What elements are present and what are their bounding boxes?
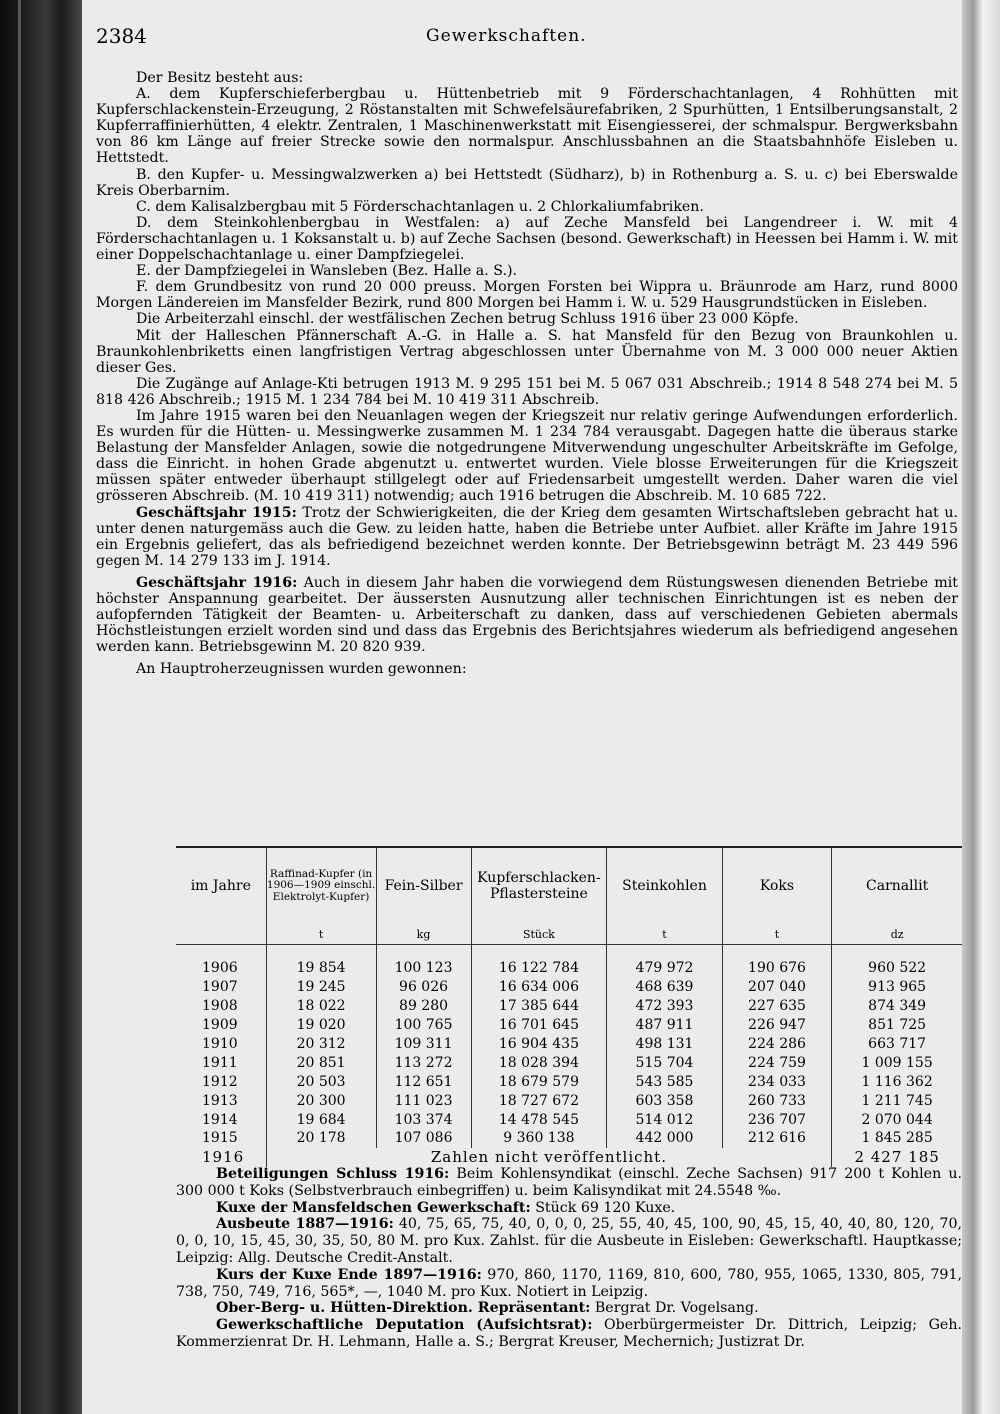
paragraph-products-intro: An Hauptroherzeugnissen wurden gewonnen:	[136, 661, 467, 678]
footer-kurs	[176, 1267, 962, 1301]
paragraph-pfaennerschaft: Mit der Halleschen Pfännerschaft A.-G. in Halle a. S. hat Mansfeld für den Bezug von Braunkohlen u. Braunkohlenbriketts einen langfristigen Vertrag abgeschlossen unter Übernahme von M. 3 000 000 neuer Aktien dieser Ges.	[96, 327, 958, 376]
cell-year: 1908	[202, 998, 238, 1015]
cell-carnallit: 960 522	[832, 959, 962, 978]
cell-year: 1906	[202, 960, 238, 977]
cell-silver: 96 026	[376, 978, 471, 997]
cell-slag: 16 122 784	[471, 959, 607, 978]
table-row	[176, 1053, 962, 1072]
col-coke-header: Koks	[722, 847, 832, 924]
not-published-note: Zahlen nicht veröffentlicht.	[266, 1148, 832, 1167]
cell-coal: 468 639	[607, 978, 722, 997]
table-unit-row	[176, 924, 962, 945]
cell-year: 1910	[202, 1036, 238, 1052]
cell-copper: 20 300	[266, 1091, 376, 1110]
cell-copper: 20 851	[266, 1053, 376, 1072]
cell-year: 1915	[202, 1130, 238, 1147]
table-row	[176, 997, 962, 1016]
cell-coke: 227 635	[722, 997, 832, 1016]
cell-coke: 224 759	[722, 1053, 832, 1072]
cell-coal: 472 393	[607, 997, 722, 1016]
paragraph-f: F. dem Grundbesitz von rund 20 000 preuss. Morgen Forsten bei Wippra u. Bräunrode am Harz, rund 8000 Morgen Ländereien im Mansfelder Bezirk, rund 800 Morgen bei Hamm i. W. u. 529 Hausgrundstücken in Eisleben.	[96, 279, 958, 312]
cell-silver: 89 280	[376, 997, 471, 1016]
running-header	[96, 24, 956, 54]
cell-year: 1911	[202, 1054, 238, 1071]
book-binding	[0, 0, 82, 1414]
deputation-lead: Gewerkschaftliche Deputation (Aufsichtsrat):	[216, 1317, 593, 1334]
cell-copper: 20 178	[266, 1129, 376, 1148]
direktion-text: Bergrat Dr. Vogelsang.	[590, 1300, 759, 1317]
cell-slag: 18 727 672	[471, 1091, 607, 1110]
col-slag-header: Kupferschlacken-Pflastersteine	[471, 847, 607, 924]
cell-silver: 112 651	[376, 1072, 471, 1091]
table-row	[176, 1016, 962, 1035]
ausbeute-lead: Ausbeute 1887—1916:	[216, 1216, 394, 1233]
cell-copper: 19 854	[266, 959, 376, 978]
cell-copper: 20 503	[266, 1072, 376, 1091]
table-row	[176, 1072, 962, 1091]
unit-carnallit: dz	[832, 924, 962, 945]
deputation-text: Oberbürgermeister Dr. Dittrich, Leipzig; Geh. Kommerzienrat Dr. H. Lehmann, Halle a. S.; Bergrat Kreuser, Mechernich; Justizrat Dr.	[176, 1317, 962, 1350]
cell-copper: 19 020	[266, 1016, 376, 1035]
cell-year: 1916	[202, 1148, 245, 1167]
unit-coal: t	[607, 924, 722, 945]
cell-slag: 16 701 645	[471, 1016, 607, 1035]
unit-silver: kg	[376, 924, 471, 945]
cell-coke: 260 733	[722, 1091, 832, 1110]
cell-silver: 109 311	[376, 1035, 471, 1054]
fiscal-1915-text: Trotz der Schwierigkeiten, die der Krieg dem gesamten Wirtschaftsleben gebracht hat u. unter denen naturgemäss auch die Gew. zu leiden hatte, haben die Betriebe unter Aufbiet. aller Kräfte im Jahre 1915 ein Ergebnis geliefert, das als befriedigend bezeichnet werden konnte. Der Betriebsgewinn beträgt M. 23 449 596 gegen M. 14 279 133 im J. 1914.	[96, 504, 958, 569]
cell-carnallit: 1 845 285	[832, 1129, 962, 1148]
direktion-lead: Ober-Berg- u. Hütten-Direktion. Repräsentant:	[216, 1300, 591, 1317]
paragraph-1915-investments: Im Jahre 1915 waren bei den Neuanlagen wegen der Kriegszeit nur relativ geringe Aufwendungen erforderlich. Es wurden für die Hütten- u. Messingwerke zusammen M. 1 234 784 verausgabt. Dagegen hatte die überaus starke Belastung der Mansfelder Anlagen, sowie die notgedrungene Mitverwendung ungeschulter Arbeitskräfte im Gefolge, dass die Einricht. in hohen Grade abgenutzt u. entwertet wurden. Viele blosse Erweiterungen für die Kriegszeit müssen später entweder überhaupt stillgelegt oder auf Friedensarbeit umgestellt werden. Daher waren die viel grösseren Abschreib. (M. 10 419 311) notwendig; auch 1916 betrugen die Abschreib. M. 10 685 722.	[96, 407, 958, 505]
cell-carnallit: 663 717	[832, 1035, 962, 1054]
table-row-1916	[176, 1148, 962, 1167]
cell-silver: 113 272	[376, 1053, 471, 1072]
col-copper-header: Raffinad-Kupfer (in 1906—1909 einschl. Elektrolyt-Kupfer)	[266, 847, 376, 924]
cell-slag: 18 679 579	[471, 1072, 607, 1091]
table-row	[176, 959, 962, 978]
paragraph-additions: Die Zugänge auf Anlage-Kti betrugen 1913 M. 9 295 151 bei M. 5 067 031 Abschreib.; 1914 8 548 274 bei M. 5 818 426 Abschreib.; 1915 M. 1 234 784 bei M. 10 419 311 Abschreib.	[96, 375, 958, 408]
cell-coal: 515 704	[607, 1053, 722, 1072]
table-row	[176, 1035, 962, 1054]
cell-coke: 212 616	[722, 1129, 832, 1148]
cell-coal: 498 131	[607, 1035, 722, 1054]
cell-coal: 479 972	[607, 959, 722, 978]
cell-year: 1907	[202, 979, 238, 996]
participations-lead: Beteiligungen Schluss 1916:	[216, 1166, 450, 1182]
cell-slag: 16 904 435	[471, 1035, 607, 1054]
cell-carnallit: 2 427 185	[832, 1148, 962, 1167]
cell-copper: 19 245	[266, 978, 376, 997]
paragraph-fiscal-1915	[96, 505, 958, 569]
kurs-text: 970, 860, 1170, 1169, 810, 600, 780, 955, 1065, 1330, 805, 791, 738, 750, 749, 716, 565*, —, 1040 M. pro Kux. Notiert in Leipzig.	[176, 1266, 962, 1300]
cell-slag: 16 634 006	[471, 978, 607, 997]
unit-copper: t	[266, 924, 376, 945]
kuxe-text: Stück 69 120 Kuxe.	[530, 1199, 676, 1216]
cell-coke: 226 947	[722, 1016, 832, 1035]
col-silver-header: Fein-Silber	[376, 847, 471, 924]
cell-carnallit: 1 009 155	[832, 1053, 962, 1072]
cell-coal: 487 911	[607, 1016, 722, 1035]
header-title: Gewerkschaften.	[426, 26, 587, 46]
fiscal-1916-text: Auch in diesem Jahr haben die vorwiegend dem Rüstungswesen dienenden Betriebe mit höchster Anspannung gearbeitet. Der äussersten Ausnutzung aller technischen Einrichtungen ist es neben der aufopfernden Tätigkeit der Beamten- u. Arbeiterschaft zu danken, dass auf verschiedenen Gebieten abermals Höchstleistungen erzielt worden sind und dass das Ergebnis des Berichtsjahres wiederum als befriedigend angesehen werden kann. Betriebsgewinn M. 20 820 939.	[96, 574, 959, 656]
cell-coke: 190 676	[722, 959, 832, 978]
footer-ausbeute	[176, 1216, 962, 1266]
cell-year: 1913	[202, 1092, 238, 1109]
paragraph-d: D. dem Steinkohlenbergbau in Westfalen: a) auf Zeche Mansfeld bei Langendreer i. W. mit 4 Förderschachtanlagen u. 1 Koksanstalt u. b) auf Zeche Sachsen (besond. Gewerkschaft) in Heessen bei Hamm i. W. mit einer Doppelschachtanlage u. einer Dampfziegelei.	[96, 214, 958, 264]
cell-coke: 207 040	[722, 978, 832, 997]
paragraph-a: A. dem Kupferschieferbergbau u. Hüttenbetrieb mit 9 Förderschachtanlagen, 4 Rohhütten mit Kupferschlackenstein-Erzeugung, 2 Röstanstalten mit Schwefelsäurefabriken, 2 Spurhütten, 1 Entsilberungsanstalt, 2 Kupferraffinierhütten, 4 elektr. Zentralen, 1 Maschinenwerkstatt mit Eisengiesserei, der schmalspur. Bergwerksbahn von 86 km Länge auf freier Strecke sowie den normalspur. Anschlussbahnen an die Staatsbahnhöfe Eisleben u. Hettstedt.	[96, 86, 958, 167]
cell-carnallit: 2 070 044	[832, 1110, 962, 1129]
cell-coal: 442 000	[607, 1129, 722, 1148]
cell-silver: 111 023	[376, 1091, 471, 1110]
cell-slag: 14 478 545	[471, 1110, 607, 1129]
unit-coke: t	[722, 924, 832, 945]
fiscal-1915-lead: Geschäftsjahr 1915:	[136, 504, 297, 521]
footer-participations	[176, 1166, 962, 1200]
unit-year	[176, 924, 266, 945]
cell-coke: 236 707	[722, 1110, 832, 1129]
cell-slag: 9 360 138	[471, 1129, 607, 1148]
table-row	[176, 1110, 962, 1129]
kuxe-lead: Kuxe der Mansfeldschen Gewerkschaft:	[216, 1199, 531, 1216]
cell-carnallit: 1 116 362	[832, 1072, 962, 1091]
cell-copper: 19 684	[266, 1110, 376, 1129]
cell-slag: 18 028 394	[471, 1053, 607, 1072]
cell-silver: 103 374	[376, 1110, 471, 1129]
cell-year: 1912	[202, 1073, 238, 1090]
cell-coal: 543 585	[607, 1072, 722, 1091]
table-row	[176, 1091, 962, 1110]
table-row	[176, 1129, 962, 1148]
production-table-wrap	[176, 846, 962, 1167]
footer-text	[176, 1166, 962, 1351]
paragraph-e: E. der Dampfziegelei in Wansleben (Bez. Halle a. S.).	[136, 263, 518, 280]
cell-slag: 17 385 644	[471, 997, 607, 1016]
binding-edge	[18, 0, 21, 1414]
col-carnallit-header: Carnallit	[832, 847, 962, 924]
cell-coke: 224 286	[722, 1035, 832, 1054]
cell-coke: 234 033	[722, 1072, 832, 1091]
cell-year: 1909	[202, 1017, 238, 1034]
table-spacer-row	[176, 945, 962, 960]
cell-carnallit: 913 965	[832, 978, 962, 997]
fiscal-1916-lead: Geschäftsjahr 1916:	[136, 574, 298, 591]
cell-copper: 20 312	[266, 1035, 376, 1054]
cell-carnallit: 851 725	[832, 1016, 962, 1035]
cell-silver: 100 123	[376, 959, 471, 978]
kurs-lead: Kurs der Kuxe Ende 1897—1916:	[216, 1266, 482, 1283]
cell-year: 1914	[202, 1111, 238, 1128]
col-coal-header: Steinkohlen	[607, 847, 722, 924]
cell-coal: 603 358	[607, 1091, 722, 1110]
cell-carnallit: 1 211 745	[832, 1091, 962, 1110]
cell-silver: 107 086	[376, 1129, 471, 1148]
cell-carnallit: 874 349	[832, 997, 962, 1016]
table-row	[176, 978, 962, 997]
col-year-header: im Jahre	[190, 878, 251, 894]
cell-coal: 514 012	[607, 1110, 722, 1129]
body-text	[96, 70, 958, 677]
production-table	[176, 846, 962, 1167]
paragraph-b: B. den Kupfer- u. Messingwalzwerken a) bei Hettstedt (Südharz), b) in Rothenburg a. S. u. c) bei Eberswalde Kreis Oberbarnim.	[96, 166, 958, 199]
cell-silver: 100 765	[376, 1016, 471, 1035]
paragraph-workers: Die Arbeiterzahl einschl. der westfälischen Zechen betrug Schluss 1916 über 23 000 Köpfe.	[136, 311, 799, 328]
paragraph-intro: Der Besitz besteht aus:	[136, 70, 304, 86]
cell-copper: 18 022	[266, 997, 376, 1016]
paragraph-c: C. dem Kalisalzbergbau mit 5 Förderschachtanlagen u. 2 Chlorkaliumfabriken.	[136, 198, 704, 215]
ausbeute-text: 40, 75, 65, 75, 40, 0, 0, 0, 25, 55, 40, 45, 100, 90, 45, 15, 40, 40, 80, 120, 70, 0, 0, 10, 15, 45, 30, 35, 50, 80 M. pro Kux. Zahlst. für die Ausbeute in Eisleben: Gewerkschaftl. Hauptkasse; Leipzig: Allg. Deutsche Credit-Anstalt.	[176, 1216, 962, 1266]
page-edge-shadow	[962, 0, 1000, 1414]
unit-slag: Stück	[471, 924, 607, 945]
participations-text: Beim Kohlensyndikat (einschl. Zeche Sachsen) 917 200 t Kohlen u. 300 000 t Koks (Selbstverbrauch einbegriffen) u. beim Kalisyndikat mit 24.5548 ‰.	[176, 1166, 962, 1199]
table-header-row	[176, 847, 962, 924]
paragraph-fiscal-1916	[96, 575, 958, 655]
footer-deputation	[176, 1317, 962, 1351]
footer-kuxe	[176, 1200, 962, 1217]
page-number: 2384	[96, 24, 147, 48]
table-body	[176, 945, 962, 1167]
footer-direktion	[176, 1300, 962, 1317]
